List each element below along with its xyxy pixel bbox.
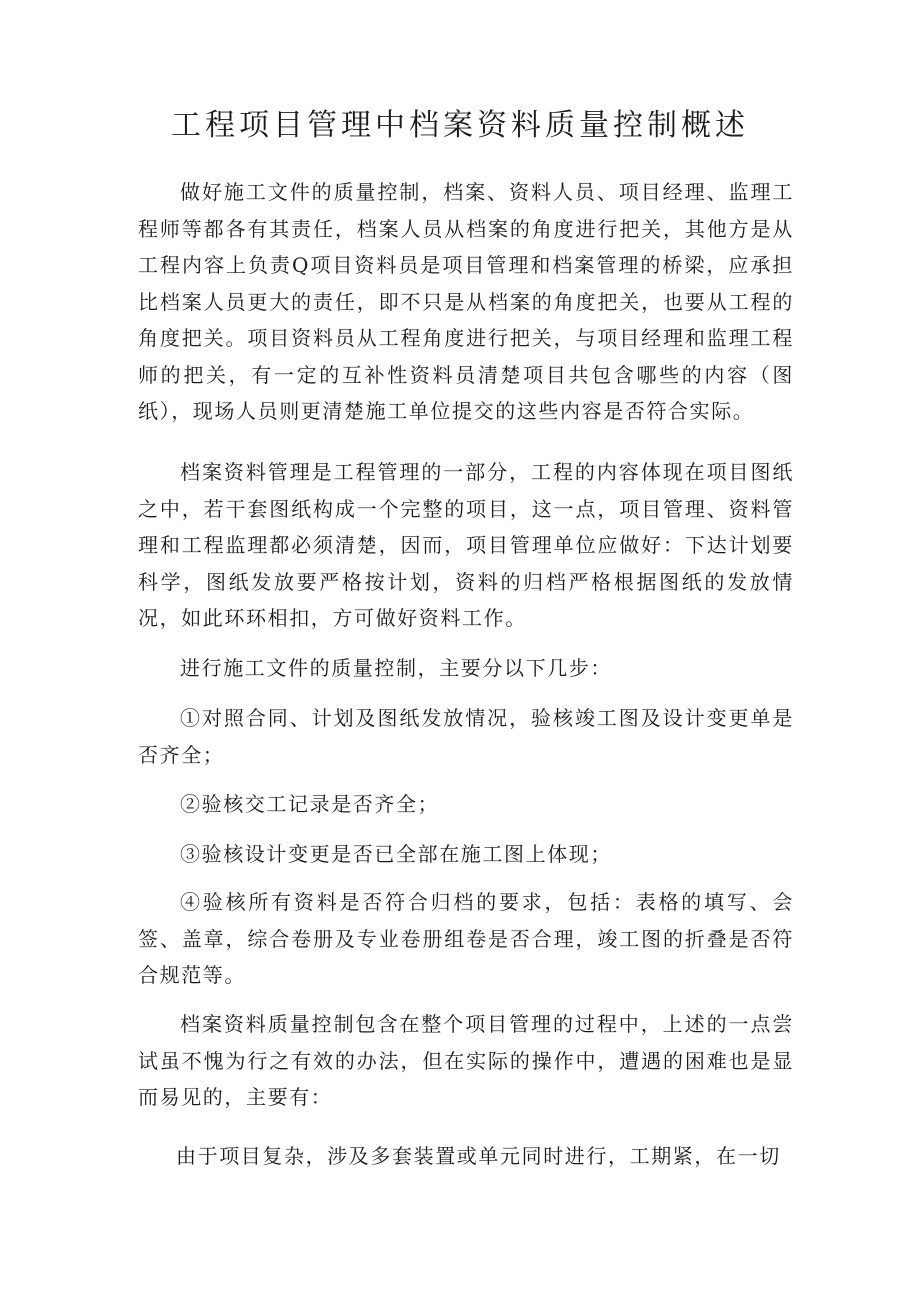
document-title: 工程项目管理中档案资料质量控制概述: [171, 108, 749, 143]
list-item-step-4: ④验核所有资料是否符合归档的要求，包括：表格的填写、会签、盖章，综合卷册及专业卷册组卷是否合理，竣工图的折叠是否符合规范等。: [138, 890, 794, 987]
list-item-step-3: ③验核设计变更是否已全部在施工图上体现；: [180, 842, 612, 866]
paragraph-difficulties: 档案资料质量控制包含在整个项目管理的过程中，上述的一点尝试虽不愧为行之有效的办法，但在实际的操作中，遭遇的困难也是显而易见的，主要有：: [138, 1012, 794, 1109]
paragraph-complexity: 由于项目复杂，涉及多套装置或单元同时进行，工期紧，在一切: [176, 1144, 781, 1168]
list-item-step-1: ①对照合同、计划及图纸发放情况，验核竣工图及设计变更单是否齐全；: [138, 706, 794, 767]
list-item-step-2: ②验核交工记录是否齐全；: [180, 792, 440, 816]
paragraph-steps-intro: 进行施工文件的质量控制，主要分以下几步：: [180, 656, 612, 680]
paragraph-archive-management: 档案资料管理是工程管理的一部分，工程的内容体现在项目图纸之中，若干套图纸构成一个完整的项目，这一点，项目管理、资料管理和工程监理都必须清楚，因而，项目管理单位应做好：下达计划要科学，图纸发放要严格按计划，资料的归档严格根据图纸的发放情况，如此环环相扣，方可做好资料工作。: [138, 460, 794, 630]
paragraph-responsibilities: 做好施工文件的质量控制，档案、资料人员、项目经理、监理工程师等都各有其责任，档案人员从档案的角度进行把关，其他方是从工程内容上负责Q项目资料员是项目管理和档案管理的桥梁，应承担比档案人员更大的责任，即不只是从档案的角度把关，也要从工程的角度把关。项目资料员从工程角度进行把关，与项目经理和监理工程师的把关，有一定的互补性资料员清楚项目共包含哪些的内容（图纸），现场人员则更清楚施工单位提交的这些内容是否符合实际。: [138, 180, 794, 423]
